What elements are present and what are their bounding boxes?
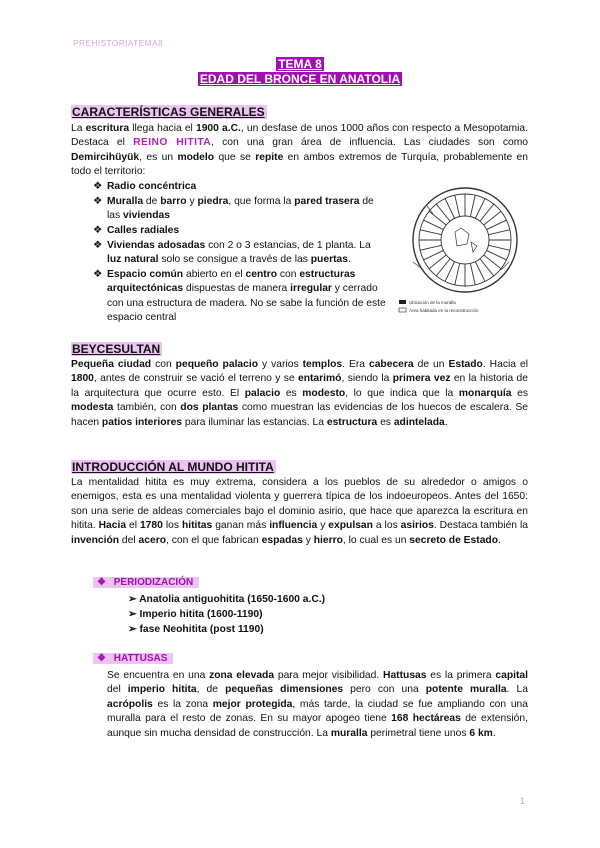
- plan-radial-wall: [475, 262, 485, 282]
- plan-radial-wall: [470, 263, 475, 284]
- heading-hitita: INTRODUCCIÓN AL MUNDO HITITA: [72, 460, 274, 474]
- paragraph-hattusas: Se encuentra en una zona elevada para mejor visibilidad. Hattusas es la primera capital del imperio hitita, de pequeñas dimensiones pero con una potente muralla. La acrópolis es la zona mejor protegida, más tarde, la ciudad se fue ampliando con una muralla para el resto de zonas. En su mayor apogeo tiene 168 hectáreas de extensión, aunque sin mucha densidad de construcción. La muralla perimetral tiene unos 6 km.: [107, 670, 528, 739]
- plan-radial-wall: [475, 199, 485, 219]
- plan-radial-wall: [455, 263, 460, 284]
- subheading-periodizacion: ❖ PERIODIZACIÓN: [93, 577, 199, 588]
- list-item: ➢ fase Neohitita (post 1190): [128, 624, 264, 635]
- bullet-diamond-icon: ❖: [93, 181, 103, 192]
- plan-radial-wall: [445, 262, 455, 282]
- paragraph-beycesultan: Pequeña ciudad con pequeño palacio y varios templos. Era cabecera de un Estado. Hacia el 1800, antes de construir se vació el terreno y se entarimó, siendo la primera vez en la historia de la arquitectura que ocurre esto. El palacio es modesto, lo que indica que la monarquía es modesta también, con dos plantas como muestran las evidencias de los huecos de escalera. Se hacen patios interiores para iluminar las estancias. La estructura es adintelada.: [71, 359, 529, 428]
- list-item: Espacio común abierto en el centro con estructuras arquitectónicas dispuestas de manera irregular y cerrado con una estructura de madera. No se sabe la función de este espacio central: [107, 269, 386, 324]
- legend-swatch-wall: [399, 300, 406, 304]
- paragraph-caracteristicas: La escritura llega hacia el 1900 a.C., un desfase de unos 1000 años con respecto a Mesopotamia. Destaca el REINO HITITA, con una gran área de influencia. Las ciudades son como Demircihüyük, es un modelo que se repite en ambos extremos de Turquía, probablemente en todo el territorio:: [71, 123, 529, 178]
- title-line-2: EDAD DEL BRONCE EN ANATOLIA: [199, 72, 401, 86]
- plan-radial-wall: [420, 245, 441, 250]
- list-item: Muralla de barro y piedra, que forma la pared trasera de las viviendas: [107, 196, 374, 222]
- list-item: ➢ Imperio hitita (1600-1190): [128, 609, 263, 620]
- heading-caracteristicas: CARACTERÍSTICAS GENERALES: [72, 105, 265, 119]
- figure-legend-1: Ubicación de la muralla: [409, 300, 456, 305]
- bullet-diamond-icon: ❖: [93, 196, 103, 207]
- figure-legend-2: Área habitada en la reconstrucción: [409, 308, 479, 313]
- plan-radial-wall: [445, 199, 455, 219]
- running-header: PREHISTORIATEMA8: [73, 38, 163, 48]
- plan-radial-wall: [488, 245, 509, 250]
- plan-radial-wall: [487, 220, 507, 230]
- plan-radial-wall: [455, 195, 460, 216]
- heading-beycesultan: BEYCESULTAN: [72, 342, 161, 356]
- legend-swatch-area: [399, 308, 406, 312]
- bullet-diamond-icon: ❖: [93, 269, 103, 280]
- title-line-1: TEMA 8: [278, 57, 322, 71]
- arrow-icon: ➢: [128, 594, 140, 605]
- list-item: Calles radiales: [107, 225, 180, 236]
- plan-radial-wall: [424, 250, 444, 260]
- paragraph-hitita: La mentalidad hitita es muy extrema, considera a los pueblos de su alrededor o amigos o enemigos, esta es una mentalidad violenta y guerrera típica de los indoeuropeos. Antes del 1650: son una serie de aldeas comerciales bajo el dominio asirio, que hace que aparezca la escritura en hitita. Hacia el 1780 los hititas ganan más influencia y expulsan a los asirios. Destaca también la invención del acero, con el que fabrican espadas y hierro, lo cual es un secreto de Estado.: [71, 477, 528, 546]
- plan-radial-wall: [487, 250, 507, 260]
- plan-radial-wall: [420, 230, 441, 235]
- bullet-diamond-icon: ❖: [93, 240, 103, 251]
- plan-radial-wall: [488, 230, 509, 235]
- arrow-icon: ➢: [128, 624, 140, 635]
- list-item: Viviendas adosadas con 2 o 3 estancias, de 1 planta. La luz natural solo se consigue a través de las puertas.: [107, 240, 371, 266]
- arrow-icon: ➢: [128, 609, 140, 620]
- list-item: ➢ Anatolia antiguohitita (1650-1600 a.C.): [128, 594, 326, 605]
- demircihuyuk-plan-figure: [397, 182, 531, 317]
- plan-radial-wall: [424, 220, 444, 230]
- bullet-diamond-icon: ❖: [95, 577, 112, 588]
- bullet-diamond-icon: ❖: [93, 225, 103, 236]
- subheading-hattusas: ❖ HATTUSAS: [93, 653, 173, 664]
- page-number: 1: [520, 796, 526, 806]
- list-item: Radio concéntrica: [107, 181, 197, 192]
- bullet-diamond-icon: ❖: [95, 653, 112, 664]
- plan-radial-wall: [470, 195, 475, 216]
